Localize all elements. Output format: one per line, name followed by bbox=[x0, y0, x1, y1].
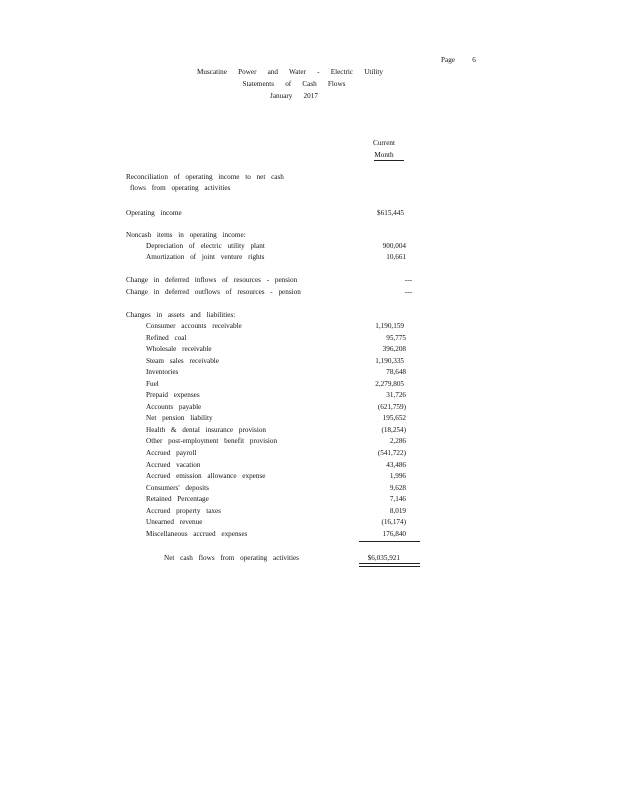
reconciliation-heading-cont: flows from operating activities bbox=[130, 184, 231, 192]
changes-item-value: 9,628 bbox=[389, 484, 406, 492]
noncash-heading: Noncash items in operating income: bbox=[126, 231, 246, 239]
changes-item-value: 95,775 bbox=[386, 334, 406, 342]
changes-item-label: Accrued payroll bbox=[146, 449, 197, 457]
changes-item-value: 1,190,159 bbox=[375, 322, 404, 330]
changes-item-value: (18,254) bbox=[381, 426, 406, 434]
deferred-inflows-value: --- bbox=[404, 276, 412, 284]
changes-item-label: Accrued property taxes bbox=[146, 507, 221, 515]
changes-item-value: (541,722) bbox=[377, 449, 406, 457]
changes-item-value: 195,652 bbox=[382, 414, 406, 422]
report-period: January 2017 bbox=[270, 92, 318, 100]
column-header-month: Month bbox=[374, 151, 394, 159]
changes-item-value: 2,279,805 bbox=[375, 380, 404, 388]
changes-item-label: Accounts payable bbox=[146, 403, 202, 411]
total-double-rule bbox=[359, 563, 420, 567]
changes-item-label: Accrued vacation bbox=[146, 461, 201, 469]
noncash-item-label: Depreciation of electric utility plant bbox=[146, 242, 265, 250]
changes-item-label: Fuel bbox=[146, 380, 159, 388]
operating-income-value: $615,445 bbox=[377, 209, 404, 217]
changes-item-value: 31,726 bbox=[386, 391, 406, 399]
net-cash-flows-value: $6,035,921 bbox=[367, 554, 400, 562]
changes-item-label: Wholesale receivable bbox=[146, 345, 212, 353]
changes-heading: Changes in assets and liabilities: bbox=[126, 311, 236, 319]
changes-item-value: 176,840 bbox=[382, 530, 406, 538]
changes-item-label: Net pension liability bbox=[146, 414, 213, 422]
changes-item-value: 396,208 bbox=[382, 345, 406, 353]
deferred-inflows-label: Change in deferred inflows of resources - pension bbox=[126, 276, 298, 284]
changes-item-value: 1,190,335 bbox=[375, 357, 404, 365]
noncash-item-value: 900,004 bbox=[382, 242, 406, 250]
deferred-outflows-label: Change in deferred outflows of resources - pension bbox=[126, 288, 301, 296]
page-label: Page 6 bbox=[441, 56, 476, 64]
net-cash-flows-label: Net cash flows from operating activities bbox=[164, 554, 299, 562]
changes-item-value: 8,019 bbox=[389, 507, 406, 515]
changes-item-value: 43,486 bbox=[386, 461, 406, 469]
changes-item-label: Consumer accounts receivable bbox=[146, 322, 242, 330]
report-subtitle: Statements of Cash Flows bbox=[242, 80, 346, 88]
noncash-item-label: Amortization of joint venture rights bbox=[146, 253, 265, 261]
noncash-item-value: 10,661 bbox=[386, 253, 406, 261]
changes-item-value: 2,286 bbox=[389, 437, 406, 445]
changes-item-value: 7,146 bbox=[389, 495, 406, 503]
changes-item-label: Refined coal bbox=[146, 334, 187, 342]
changes-item-value: 78,648 bbox=[386, 368, 406, 376]
page-number: 6 bbox=[472, 56, 476, 64]
subtotal-rule bbox=[359, 541, 420, 542]
changes-item-label: Accrued emission allowance expense bbox=[146, 472, 266, 480]
changes-item-label: Retained Percentage bbox=[146, 495, 209, 503]
report-title: Muscatine Power and Water - Electric Utility bbox=[197, 68, 383, 76]
changes-item-label: Steam sales receivable bbox=[146, 357, 219, 365]
changes-item-label: Other post-employment benefit provision bbox=[146, 437, 278, 445]
changes-item-label: Unearned revenue bbox=[146, 518, 203, 526]
changes-item-value: (621,759) bbox=[377, 403, 406, 411]
operating-income-label: Operating income bbox=[126, 209, 182, 217]
reconciliation-heading: Reconciliation of operating income to net cash bbox=[126, 173, 284, 181]
changes-item-label: Prepaid expenses bbox=[146, 391, 200, 399]
changes-item-value: 1,996 bbox=[389, 472, 406, 480]
changes-item-label: Inventories bbox=[146, 368, 179, 376]
changes-item-label: Miscellaneous accrued expenses bbox=[146, 530, 248, 538]
changes-item-label: Health & dental insurance provision bbox=[146, 426, 267, 434]
deferred-outflows-value: --- bbox=[404, 288, 412, 296]
column-header-underline bbox=[374, 160, 404, 161]
changes-item-value: (16,174) bbox=[381, 518, 406, 526]
column-header-current: Current bbox=[373, 139, 395, 147]
changes-item-label: Consumers' deposits bbox=[146, 484, 209, 492]
